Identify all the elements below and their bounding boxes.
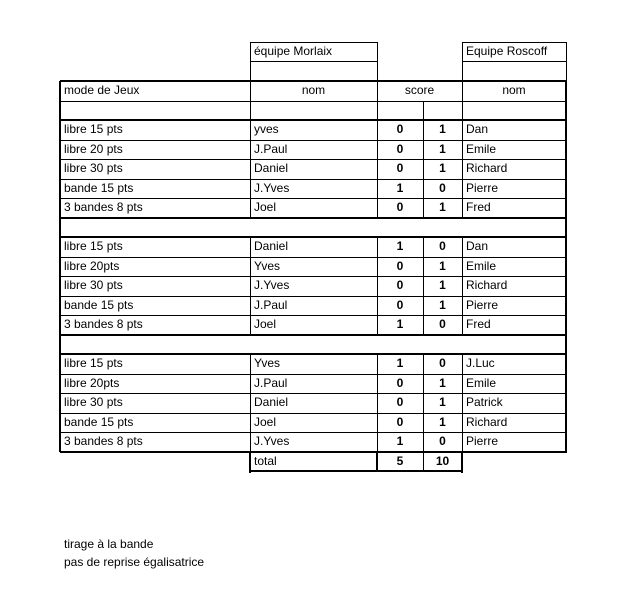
column-divider [377, 432, 378, 452]
column-divider [377, 296, 378, 316]
column-divider [377, 276, 378, 296]
player-morlaix: Daniel [254, 161, 289, 175]
player-morlaix: Joel [254, 415, 277, 429]
column-divider [462, 257, 463, 277]
game-mode: bande 15 pts [64, 415, 134, 429]
player-morlaix: Daniel [254, 395, 289, 409]
player-roscoff: Emile [466, 142, 497, 156]
column-divider [377, 159, 378, 179]
team-right-divider [462, 61, 567, 62]
score-roscoff: 0 [439, 181, 446, 195]
score-morlaix: 0 [396, 142, 404, 156]
column-divider [250, 315, 251, 335]
game-mode: 3 bandes 8 pts [64, 200, 143, 214]
row-divider [60, 101, 566, 102]
game-mode: libre 15 pts [64, 239, 123, 253]
total-score-roscoff: 10 [435, 454, 450, 468]
column-divider [250, 276, 251, 296]
column-divider [423, 413, 424, 433]
player-roscoff: Pierre [466, 298, 499, 312]
score-morlaix: 0 [396, 259, 404, 273]
column-divider [250, 354, 251, 374]
column-divider [423, 315, 424, 335]
score-roscoff: 1 [439, 278, 446, 292]
column-divider [377, 198, 378, 218]
game-mode: 3 bandes 8 pts [64, 434, 143, 448]
game-mode: libre 30 pts [64, 161, 123, 175]
score-morlaix: 0 [396, 161, 404, 175]
score-morlaix: 1 [396, 239, 404, 253]
column-divider [462, 374, 463, 394]
player-morlaix: Yves [254, 356, 281, 370]
player-morlaix: Joel [254, 317, 277, 331]
score-roscoff: 1 [439, 200, 446, 214]
score-morlaix: 0 [396, 395, 404, 409]
team-right-name: Equipe Roscoff [466, 44, 548, 58]
column-divider [423, 159, 424, 179]
column-divider [423, 296, 424, 316]
player-morlaix: J.Paul [254, 142, 288, 156]
game-mode: libre 15 pts [64, 122, 123, 136]
column-divider [462, 120, 463, 140]
score-roscoff: 0 [439, 356, 446, 370]
score-morlaix: 1 [396, 181, 404, 195]
score-morlaix: 0 [396, 376, 404, 390]
column-divider [250, 159, 251, 179]
score-roscoff: 1 [439, 142, 446, 156]
player-roscoff: Pierre [466, 181, 499, 195]
player-morlaix: J.Paul [254, 298, 288, 312]
column-divider [423, 257, 424, 277]
column-divider [377, 354, 378, 374]
player-morlaix: J.Yves [254, 181, 290, 195]
column-divider [250, 101, 251, 121]
column-divider [423, 140, 424, 160]
score-roscoff: 1 [439, 259, 446, 273]
column-divider [462, 315, 463, 335]
column-divider [250, 140, 251, 160]
column-divider [250, 237, 251, 257]
column-divider [423, 120, 424, 140]
column-divider [462, 296, 463, 316]
column-divider [377, 237, 378, 257]
game-mode: bande 15 pts [64, 181, 134, 195]
score-morlaix: 0 [396, 200, 404, 214]
column-divider [462, 276, 463, 296]
player-morlaix: Yves [254, 259, 281, 273]
column-divider [423, 393, 424, 413]
player-roscoff: Fred [466, 317, 491, 331]
table-right-border [565, 81, 567, 452]
score-roscoff: 1 [439, 415, 446, 429]
player-roscoff: Richard [466, 415, 508, 429]
column-divider [377, 120, 378, 140]
game-mode: libre 30 pts [64, 278, 123, 292]
column-divider [377, 374, 378, 394]
column-divider [423, 101, 424, 121]
game-mode: libre 20pts [64, 376, 120, 390]
score-morlaix: 0 [396, 122, 404, 136]
column-header-mode: mode de Jeux [64, 83, 140, 97]
total-score-morlaix: 5 [396, 454, 404, 468]
game-mode: libre 20 pts [64, 142, 123, 156]
column-divider [462, 159, 463, 179]
score-roscoff: 1 [439, 298, 446, 312]
column-divider [423, 374, 424, 394]
score-morlaix: 0 [396, 278, 404, 292]
game-mode: libre 30 pts [64, 395, 123, 409]
column-divider [462, 179, 463, 199]
game-mode: bande 15 pts [64, 298, 134, 312]
player-morlaix: J.Yves [254, 434, 290, 448]
column-divider [462, 140, 463, 160]
score-morlaix: 1 [396, 317, 404, 331]
player-roscoff: Fred [466, 200, 491, 214]
column-divider [462, 393, 463, 413]
round-2-bottom-border [60, 334, 567, 336]
column-header-name-left: nom [301, 83, 326, 97]
column-divider [250, 393, 251, 413]
player-morlaix: Joel [254, 200, 277, 214]
note-tirage: tirage à la bande [64, 537, 154, 551]
player-morlaix: J.Yves [254, 278, 290, 292]
score-roscoff: 1 [439, 161, 446, 175]
column-divider [423, 432, 424, 452]
score-morlaix: 0 [396, 415, 404, 429]
column-divider [462, 413, 463, 433]
score-morlaix: 0 [396, 298, 404, 312]
column-divider [423, 452, 424, 472]
score-roscoff: 1 [439, 122, 446, 136]
total-label: total [254, 454, 277, 468]
column-divider [377, 179, 378, 199]
player-morlaix: J.Paul [254, 376, 288, 390]
column-divider [423, 198, 424, 218]
column-divider [250, 257, 251, 277]
column-divider [423, 276, 424, 296]
score-morlaix: 1 [396, 356, 404, 370]
game-mode: libre 15 pts [64, 356, 123, 370]
column-header-score: score [404, 83, 435, 97]
column-divider [250, 81, 251, 101]
team-left-name: équipe Morlaix [254, 44, 333, 58]
column-divider [462, 101, 463, 121]
team-left-divider [250, 61, 378, 62]
player-roscoff: Richard [466, 161, 508, 175]
player-roscoff: Emile [466, 259, 497, 273]
column-divider [250, 374, 251, 394]
column-divider [423, 354, 424, 374]
player-roscoff: Patrick [466, 395, 503, 409]
column-divider [377, 140, 378, 160]
player-roscoff: Emile [466, 376, 497, 390]
game-mode: libre 20pts [64, 259, 120, 273]
game-mode: 3 bandes 8 pts [64, 317, 143, 331]
column-divider [377, 413, 378, 433]
column-divider [250, 413, 251, 433]
player-roscoff: Dan [466, 239, 489, 253]
column-divider [462, 432, 463, 452]
column-divider [462, 237, 463, 257]
column-divider [462, 198, 463, 218]
column-divider [250, 120, 251, 140]
column-divider [250, 432, 251, 452]
column-divider [462, 354, 463, 374]
column-divider [377, 81, 378, 101]
player-roscoff: Richard [466, 278, 508, 292]
player-morlaix: Daniel [254, 239, 289, 253]
round-1-bottom-border [60, 217, 567, 219]
note-reprise: pas de reprise égalisatrice [64, 555, 205, 569]
score-roscoff: 0 [439, 239, 446, 253]
column-divider [462, 81, 463, 101]
table-left-border [59, 81, 61, 452]
column-header-name-right: nom [502, 83, 526, 97]
column-divider [250, 179, 251, 199]
column-divider [377, 315, 378, 335]
column-divider [377, 101, 378, 121]
score-roscoff: 1 [439, 395, 446, 409]
column-divider [423, 179, 424, 199]
score-roscoff: 0 [439, 434, 446, 448]
column-divider [423, 237, 424, 257]
player-morlaix: yves [254, 122, 279, 136]
column-divider [377, 393, 378, 413]
score-roscoff: 0 [439, 317, 446, 331]
player-roscoff: J.Luc [466, 356, 495, 370]
player-roscoff: Pierre [466, 434, 499, 448]
score-morlaix: 1 [396, 434, 404, 448]
column-divider [377, 257, 378, 277]
player-roscoff: Dan [466, 122, 489, 136]
column-divider [250, 198, 251, 218]
total-bottom-border [250, 470, 463, 472]
column-divider [376, 452, 378, 472]
column-divider [250, 296, 251, 316]
score-roscoff: 1 [439, 376, 446, 390]
